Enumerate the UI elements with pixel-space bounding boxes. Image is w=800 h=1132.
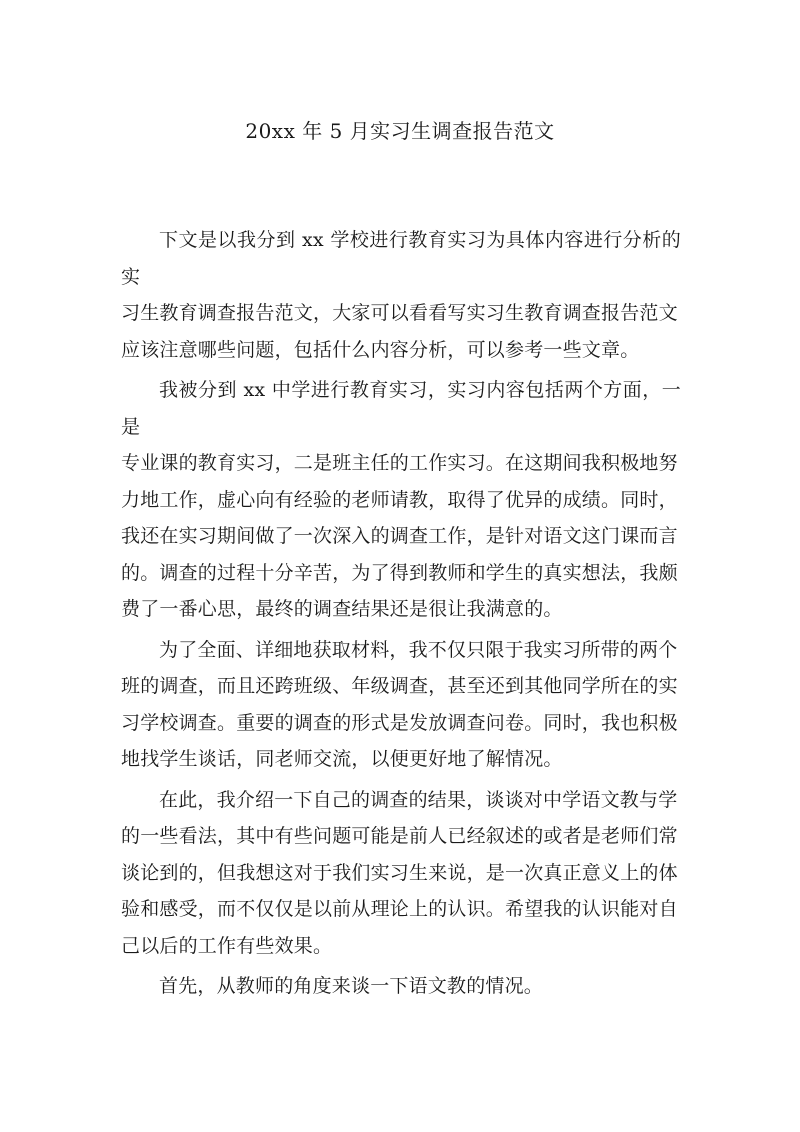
document-body — [121, 222, 681, 1005]
paragraph-results-intro: 在此，我介绍一下自己的调查的结果，谈谈对中学语文教与学 的一些看法，其中有些问题可能是前人已经叙述的或者是老师们常 谈论到的，但我想这对于我们实习生来说，是一次真正意义上的体 验和感受，而不仅仅是以前从理论上的认识。希望我的认识能对自 己以后的工作有些效果。 — [121, 788, 678, 957]
paragraph-internship: 我被分到 xx 中学进行教育实习，实习内容包括两个方面，一是 专业课的教育实习，二是班主任的工作实习。在这期间我积极地努 力地工作，虚心向有经验的老师请教，取得了优异的成绩。同时， 我还在实习期间做了一次深入的调查工作，是针对语文这门课而言 的。调查的过程十分辛苦，为了得到教师和学生的真实想法，我颇 费了一番心思，最终的调查结果还是很让我满意的。 — [121, 379, 681, 620]
paragraph-teacher-perspective: 首先，从教师的角度来谈一下语文教的情况。 — [159, 975, 544, 997]
paragraph-intro: 下文是以我分到 xx 学校进行教育实习为具体内容进行分析的实 习生教育调查报告范文，大家可以看看写实习生教育调查报告范文 应该注意哪些问题，包括什么内容分析，可以参考一些文章。 — [121, 229, 681, 361]
document-title: 20xx 年 5 月实习生调查报告范文 — [245, 119, 555, 143]
paragraph-survey-method: 为了全面、详细地获取材料，我不仅只限于我实习所带的两个 班的调查，而且还跨班级、年级调查，甚至还到其他同学所在的实 习学校调查。重要的调查的形式是发放调查问卷。同时，我也积极 地找学生谈话，同老师交流，以便更好地了解情况。 — [121, 638, 678, 770]
